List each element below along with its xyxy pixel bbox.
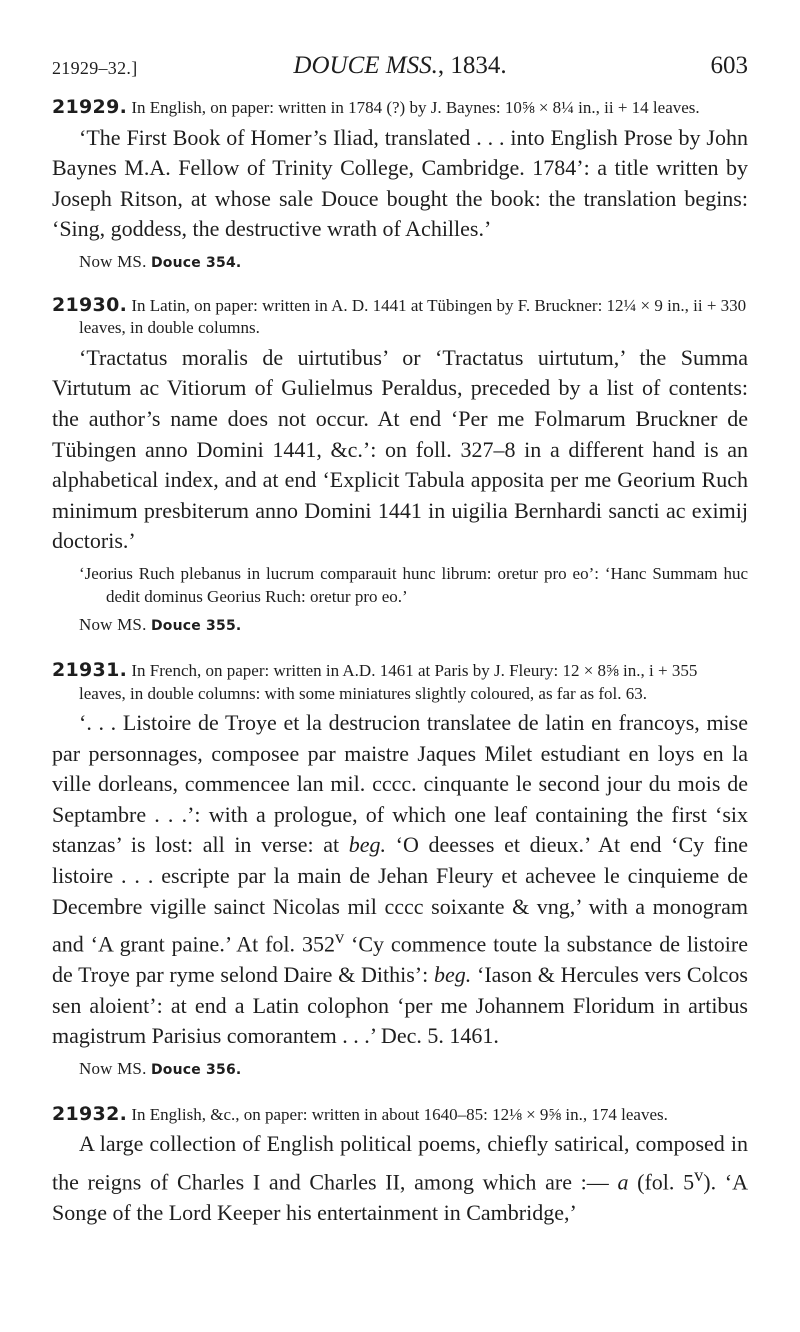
entry-description: ‘Tractatus moralis de uirtutibus’ or ‘Tractatus uirtutum,’ the Summa Virtutum ac Vitiorum of Gulielmus Peraldus, preceded by a list of contents: the author’s name does not occur. At end ‘Per me Folmarum Bruckner de Tübingen anno Domini 1441, &c.’: on foll. 327–8 in a different hand is an alphabetical index, and at end ‘Explicit Tabula apposita per me Georium Ruch minimum presbiterum anno Domini 1441 in uigilia Bernhardi sancti ac eximij doctoris.’ bbox=[52, 344, 748, 554]
entry-heading bbox=[52, 294, 748, 340]
catalogue-entries bbox=[52, 96, 748, 1229]
running-head-title-main: DOUCE MSS. bbox=[293, 52, 438, 79]
shelfmark-prefix: Now MS. bbox=[79, 615, 147, 635]
entry-description bbox=[52, 708, 748, 1052]
entry-description bbox=[52, 1129, 748, 1228]
entry-heading bbox=[52, 1103, 748, 1127]
running-head-year: 1834. bbox=[450, 52, 507, 79]
entry-physical-description: In French, on paper: written in A.D. 1461 at Paris by J. Fleury: 12 × 8⅝ in., i + 355 leaves, in double columns: with some miniatures slightly coloured, as far as fol. 63. bbox=[79, 661, 698, 703]
running-head-title: DOUCE MSS., 1834. bbox=[293, 52, 507, 79]
catalogue-entry-21930 bbox=[52, 294, 748, 637]
beg-marker: beg. bbox=[348, 832, 387, 858]
shelfmark-prefix: Now MS. bbox=[79, 251, 147, 271]
entry-ownership-note: ‘Jeorius Ruch plebanus in lucrum comparauit hunc librum: oretur pro eo’: ‘Hanc Summam huc dedit dominus Georius Ruch: oretur pro eo.’ bbox=[79, 564, 748, 606]
description-part: A large collection of English political poems, chiefly satirical, composed in the reigns of Charles I and Charles II, among which are :— bbox=[52, 1131, 748, 1195]
entry-number: 21930. bbox=[52, 293, 128, 316]
description-part: ‘. . . Listoire de Troye et la destrucion translatee de latin en francoys, mise par personnages, composee par maistre Jaques Milet estudiant en loys en la ville dorleans, commencee lan mil. cccc. cinquante le second jour du mois de Septambre . . .’: with a prologue, of which one leaf containing the first ‘six stanzas’ is lost: all in verse: at bbox=[52, 710, 748, 858]
page-number: 603 bbox=[710, 52, 748, 79]
entry-number: 21932. bbox=[52, 1102, 128, 1125]
folio-verso-marker: v bbox=[334, 927, 345, 948]
entry-shelfmark bbox=[79, 1058, 748, 1081]
description-part: ). ‘A Songe of the Lord Keeper his entertainment in Cambridge,’ bbox=[52, 1169, 749, 1225]
entry-physical-description: In English, on paper: written in 1784 (?) by J. Baynes: 10⅝ × 8¼ in., ii + 14 leaves. bbox=[131, 98, 700, 117]
shelfmark-value: Douce 356. bbox=[150, 1061, 242, 1078]
folio-verso-marker: v bbox=[694, 1164, 704, 1185]
entry-description: ‘The First Book of Homer’s Iliad, translated . . . into English Prose by John Baynes M.A. Fellow of Trinity College, Cambridge. 1784’: a title written by Joseph Ritson, at whose sale Douce bought the book: the translation begins: ‘Sing, goddess, the destructive wrath of Achilles.’ bbox=[52, 124, 748, 242]
shelfmark-prefix: Now MS. bbox=[79, 1058, 147, 1078]
entry-physical-description: In Latin, on paper: written in A. D. 1441 at Tübingen by F. Bruckner: 12¼ × 9 in., ii + 330 leaves, in double columns. bbox=[79, 295, 747, 338]
entry-physical-description: In English, &c., on paper: written in about 1640–85: 12⅛ × 9⅝ in., 174 leaves. bbox=[131, 1104, 668, 1124]
entry-heading bbox=[52, 659, 748, 705]
entry-number: 21931. bbox=[52, 659, 128, 682]
catalogue-entry-21929 bbox=[52, 96, 748, 274]
entry-shelfmark bbox=[79, 251, 748, 274]
shelfmark-value: Douce 355. bbox=[150, 618, 242, 635]
beg-marker: beg. bbox=[433, 962, 472, 988]
catalogue-entry-21931 bbox=[52, 659, 748, 1081]
entry-number: 21929. bbox=[52, 96, 128, 118]
description-part: ‘Iason & Hercules vers Colcos sen aloient’: at end a Latin colophon ‘per me Johannem Floridum in artibus magistrum Parisius comorantem . . .’ Dec. 5. 1461. bbox=[52, 962, 748, 1049]
item-letter: a bbox=[617, 1169, 629, 1195]
entry-heading bbox=[52, 96, 748, 120]
entry-shelfmark bbox=[79, 614, 748, 637]
catalogue-entry-21932 bbox=[52, 1103, 748, 1229]
description-part: (fol. 5 bbox=[637, 1169, 695, 1195]
shelfmark-value: Douce 354. bbox=[150, 254, 242, 271]
description-part: ‘Cy commence toute la substance de listoire de Troye par ryme selond Daire & Dithis’: bbox=[52, 931, 748, 988]
running-head bbox=[52, 52, 748, 86]
description-part: ‘O deesses et dieux.’ At end ‘Cy fine listoire . . . escripte par la main de Jehan Fleury et achevee le cinquieme de Decembre vigille sainct Nicolas mil cccc soixante & vng,’ with a monogram and ‘A grant paine.’ At fol. 352 bbox=[52, 832, 748, 957]
running-head-range: 21929–32.] bbox=[52, 58, 138, 78]
